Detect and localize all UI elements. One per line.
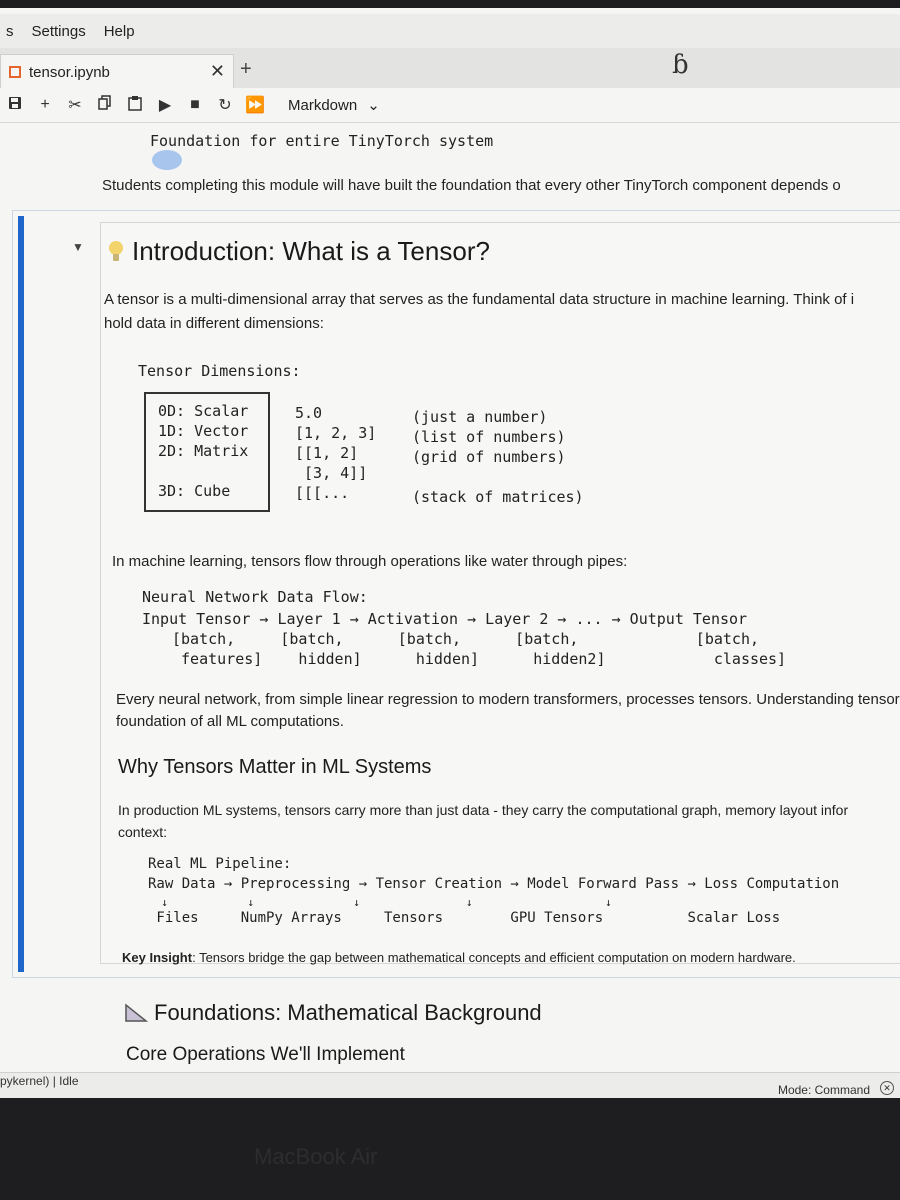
laptop-brand: MacBook Air [254,1144,378,1169]
run-icon[interactable]: ▶ [158,97,172,114]
core-operations-heading: Core Operations We'll Implement [126,1044,405,1065]
notebook-icon [9,66,21,78]
flow-shapes-line2: features] hidden] hidden] hidden2] classes] [172,650,787,668]
screen-bezel [0,0,900,8]
dim-value: [1, 2, 3] [295,424,377,442]
intro-paragraph-line1: A tensor is a multi-dimensional array that serves as the fundamental data structure in machine learning. Think of i [104,291,855,308]
close-tab-icon[interactable]: ✕ [209,61,225,81]
flow-title: Neural Network Data Flow: [142,588,368,606]
new-tab-button[interactable]: + [240,58,252,80]
dims-title: Tensor Dimensions: [138,362,301,380]
collapse-caret-icon[interactable]: ▼ [72,240,84,254]
pipeline-arrows: ↓ ↓ ↓ ↓ ↓ [148,896,612,909]
why-heading: Why Tensors Matter in ML Systems [118,756,432,778]
notification-icon[interactable]: ✕ [880,1081,894,1095]
students-paragraph: Students completing this module will have built the foundation that every other TinyTorch component depends o [102,177,841,194]
dim-value: [3, 4]] [295,464,368,482]
cell-type-dropdown[interactable] [288,96,380,114]
pen-scribble: ɓ [672,50,689,80]
cursor-highlight [152,150,182,170]
save-icon[interactable] [0,96,30,115]
chevron-down-icon: ⌄ [367,97,380,114]
copy-icon[interactable] [90,95,120,116]
dim-value: [[1, 2] [295,444,359,462]
production-paragraph-line1: In production ML systems, tensors carry more than just data - they carry the computational graph, memory layout infor [118,802,849,818]
cell-type-label: Markdown [288,96,358,114]
notebook-content [0,122,900,1072]
active-cell-indicator [18,216,24,972]
kernel-status[interactable]: pykernel) | Idle [0,1074,79,1088]
dim-note: (stack of matrices) [412,488,584,506]
flow-line: Input Tensor → Layer 1 → Activation → Layer 2 → ... → Output Tensor [142,610,748,628]
dims-values [295,404,376,504]
every-network-paragraph-line2: foundation of all ML computations. [116,713,344,730]
pipeline-title: Real ML Pipeline: [148,856,292,872]
notebook-toolbar [0,88,900,123]
restart-icon[interactable]: ↻ [218,97,232,114]
notebook-tab[interactable] [0,54,234,89]
triangle-ruler-icon [124,1003,148,1023]
dim-name: 1D: Vector [158,422,249,440]
dim-note: (grid of numbers) [412,448,566,466]
ml-flow-paragraph: In machine learning, tensors flow through operations like water through pipes: [112,553,628,570]
key-insight [122,946,796,970]
dims-names [158,402,248,502]
dim-note: (just a number) [412,408,548,426]
lightbulb-icon [108,241,124,263]
key-insight-text: : Tensors bridge the gap between mathematical concepts and efficient computation on modern hardware. [192,950,796,965]
pipeline-items: Files NumPy Arrays Tensors GPU Tensors Scalar Loss [148,910,781,926]
production-paragraph-line2: context: [118,824,168,840]
status-bar [0,1072,900,1098]
intro-paragraph-line2: hold data in different dimensions: [104,315,324,332]
menu-item-settings[interactable]: Settings [31,22,86,40]
mode-status: Mode: Command [777,1083,870,1097]
dim-value: [[[... [295,484,350,502]
foundations-heading [124,1000,542,1026]
dim-name: 3D: Cube [158,482,231,500]
stop-icon[interactable]: ■ [190,96,200,113]
every-network-paragraph-line1: Every neural network, from simple linear regression to modern transformers, processes tensors. Understanding tensor [116,691,900,708]
laptop-bezel [0,1098,900,1200]
menu-bar [0,14,900,48]
foundations-heading-text: Foundations: Mathematical Background [154,1000,542,1025]
key-insight-label: Key Insight [122,950,193,965]
dim-name: 0D: Scalar [158,402,249,420]
flow-shapes-line1: [batch, [batch, [batch, [batch, [batch, [172,630,759,648]
tab-title: tensor.ipynb [29,63,110,81]
run-all-icon[interactable]: ⏩ [245,97,265,114]
cut-icon[interactable]: ✂ [68,97,82,114]
dim-value: 5.0 [295,404,323,422]
menu-item-partial[interactable]: s [6,22,14,40]
intro-heading-text: Introduction: What is a Tensor? [132,236,490,266]
intro-heading [108,236,490,267]
dim-name: 2D: Matrix [158,442,249,460]
pipeline-line: Raw Data → Preprocessing → Tensor Creation → Model Forward Pass → Loss Computation [148,876,840,892]
menu-item-help[interactable]: Help [103,22,135,40]
dims-notes [412,408,584,508]
tab-bar [0,48,900,89]
dim-note: (list of numbers) [412,428,566,446]
foundation-line: Foundation for entire TinyTorch system [150,132,494,150]
paste-icon[interactable] [120,95,150,116]
add-cell-icon[interactable]: + [40,96,50,113]
